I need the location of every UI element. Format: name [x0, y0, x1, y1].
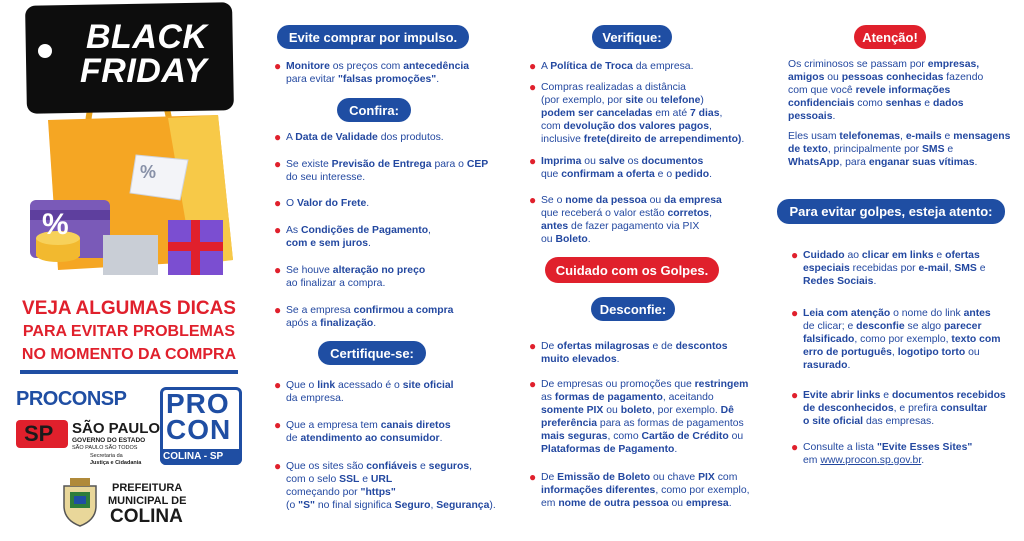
- col2-item-boleto: ● De Emissão de Boleto ou chave PIX com informações diferentes, como por exemplo, em nome de outra pessoa ou empresa.: [529, 470, 750, 509]
- bullet-icon: ●: [529, 193, 537, 207]
- sp-secretaria-1: Secretaria da: [90, 453, 123, 459]
- headline-1: VEJA ALGUMAS DICAS: [22, 298, 236, 319]
- col1-pill-certifique: Certifique-se:: [318, 341, 426, 365]
- col3-item-cuidado: ● Cuidado ao clicar em links e ofertas especiais recebidas por e-mail, SMS e Redes Sociais.: [791, 248, 986, 287]
- bullet-icon: ●: [274, 223, 282, 237]
- col1-item-impulso: ● Monitore os preços com antecedência para evitar "falsas promoções".: [274, 59, 470, 85]
- city-coat-of-arms-icon: [58, 476, 102, 528]
- col1-item-confirmou: ● Se a empresa confirmou a compra após a finalização.: [274, 303, 454, 329]
- col1-item-validade: ● A Data de Validade dos produtos.: [274, 130, 444, 144]
- col1-item-seguros: ● Que os sites são confiáveis e seguros, com o selo SSL e URL começando por "https" (o "S" no final significa Seguro, Segurança).: [274, 459, 496, 511]
- col2-pill-cuidado: Cuidado com os Golpes.: [545, 257, 719, 283]
- col3-pill-atencao: Atenção!: [854, 25, 926, 49]
- col2-item-distancia: ● Compras realizadas a distância (por exemplo, por site ou telefone) podem ser canceladas em até 7 dias, com devolução dos valores pagos, inclusive frete(direito de arrependimento).: [529, 80, 745, 145]
- prefeitura-3: COLINA: [110, 506, 183, 527]
- bullet-icon: ●: [529, 377, 537, 391]
- bullet-icon: ●: [529, 154, 537, 168]
- bullet-icon: ●: [791, 440, 799, 454]
- bullet-icon: ●: [529, 339, 537, 353]
- bullet-icon: ●: [274, 418, 282, 432]
- left-panel: [0, 0, 250, 541]
- col1-pill-confira: Confira:: [337, 98, 411, 122]
- black-friday-tag-hole: [38, 44, 52, 58]
- sp-gov: GOVERNO DO ESTADO: [72, 437, 146, 444]
- sp-secretaria-2: Justiça e Cidadania: [90, 460, 142, 466]
- col2-item-ofertas: ● De ofertas milagrosas e de descontos muito elevados.: [529, 339, 728, 365]
- bullet-icon: ●: [274, 130, 282, 144]
- bullet-icon: ●: [274, 378, 282, 392]
- headline-underline: [20, 370, 238, 374]
- bullet-icon: ●: [791, 388, 799, 402]
- bullet-icon: ●: [791, 306, 799, 320]
- col3-para-criminosos: Os criminosos se passam por empresas, amigos ou pessoas conhecidas fazendo com que você revele informações confidenciais como senhas e dados pessoais.: [788, 59, 984, 122]
- brand-line1: BLACK: [86, 18, 208, 56]
- procon-sp-logo: PROCONSP: [16, 388, 127, 410]
- bullet-icon: ●: [274, 263, 282, 277]
- bullet-icon: ●: [274, 59, 282, 73]
- col1-item-link: ● Que o link acessado é o site oficial da empresa.: [274, 378, 454, 404]
- card-percent: %: [42, 208, 69, 241]
- headline-2: PARA EVITAR PROBLEMAS: [22, 323, 236, 340]
- col3-item-consulte: ● Consulte a lista "Evite Esses Sites" em www.procon.sp.gov.br.: [791, 440, 973, 466]
- prefeitura-2: MUNICIPAL DE: [108, 495, 187, 507]
- col2-pill-desconfie: Desconfie:: [591, 297, 675, 321]
- col2-item-imprima: ● Imprima ou salve os documentos que confirmam a oferta e o pedido.: [529, 154, 712, 180]
- col1-pill-impulso: Evite comprar por impulso.: [277, 25, 469, 49]
- col1-item-preco: ● Se houve alteração no preço ao finalizar a compra.: [274, 263, 426, 289]
- col2-item-troca: ● A Política de Troca da empresa.: [529, 59, 694, 73]
- bullet-icon: ●: [274, 157, 282, 171]
- bullet-icon: ●: [274, 303, 282, 317]
- col3-pill-evitar: Para evitar golpes, esteja atento:: [777, 199, 1005, 224]
- col2-pill-verifique: Verifique:: [592, 25, 672, 49]
- tag-percent: %: [140, 162, 157, 182]
- col1-item-frete: ● O Valor do Frete.: [274, 196, 370, 210]
- bullet-icon: ●: [274, 459, 282, 473]
- col3-para-telefonemas: Eles usam telefonemas, e-mails e mensagens de texto, principalmente por SMS e WhatsApp, para enganar suas vítimas.: [788, 131, 1011, 168]
- col1-item-canais: ● Que a empresa tem canais diretos de atendimento ao consumidor.: [274, 418, 451, 444]
- bullet-icon: ●: [529, 80, 537, 94]
- brand-line2: FRIDAY: [80, 52, 208, 90]
- procon-colina-2: CON: [166, 414, 232, 445]
- sp-abbrev: SP: [24, 421, 54, 446]
- procon-colina-1: PRO: [166, 388, 230, 419]
- col1-item-pagamento: ● As Condições de Pagamento, com e sem juros.: [274, 223, 431, 249]
- col3-item-leia: ● Leia com atenção o nome do link antes de clicar; e desconfie se algo parecer falsificado, como por exemplo, texto com erro de português, logotipo torto ou rasurado.: [791, 306, 1001, 371]
- bullet-icon: ●: [529, 59, 537, 73]
- procon-colina-city: COLINA - SP: [163, 451, 224, 462]
- bullet-icon: ●: [791, 248, 799, 262]
- prefeitura-1: PREFEITURA: [112, 482, 183, 494]
- bullet-icon: ●: [274, 196, 282, 210]
- procon-site-link[interactable]: www.procon.sp.gov.br: [820, 455, 922, 466]
- headline-3: NO MOMENTO DA COMPRA: [21, 346, 237, 363]
- col2-item-restringem: ● De empresas ou promoções que restringem as formas de pagamento, aceitando somente PIX ou boleto, por exemplo. Dê preferência para as formas de pagamentos mais seguras, como Cartão de Crédito ou Plataformas de Pagamento.: [529, 377, 749, 455]
- col2-item-nome: ● Se o nome da pessoa ou da empresa que receberá o valor estão corretos, antes de fazer pagamento via PIX ou Boleto.: [529, 193, 722, 245]
- col1-item-entrega: ● Se existe Previsão de Entrega para o CEP do seu interesse.: [274, 157, 489, 183]
- col3-item-evite: ● Evite abrir links e documentos recebidos de desconhecidos, e prefira consultar o site oficial das empresas.: [791, 388, 1006, 427]
- bullet-icon: ●: [529, 470, 537, 484]
- sp-motto: SÃO PAULO SÃO TODOS: [72, 445, 138, 451]
- sp-name: SÃO PAULO: [72, 420, 161, 437]
